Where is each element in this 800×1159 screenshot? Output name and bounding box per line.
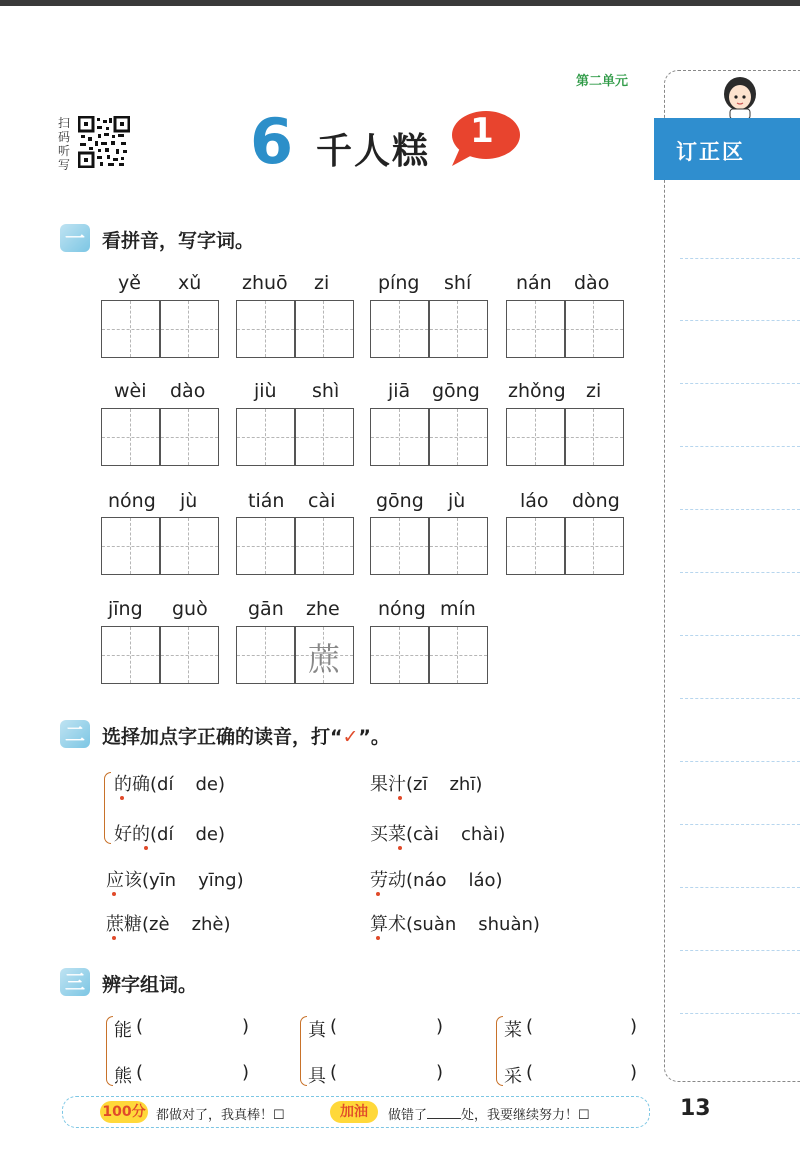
paren-open: ( xyxy=(330,1062,338,1083)
paren-close: ) xyxy=(242,1016,250,1037)
emphasis-dot xyxy=(112,892,116,896)
correction-line[interactable] xyxy=(680,383,800,384)
tianzi-grid[interactable] xyxy=(236,408,354,466)
emphasis-dot xyxy=(112,936,116,940)
section-3-badge: 三 xyxy=(60,968,90,996)
qr-code-icon[interactable] xyxy=(78,116,130,168)
paren-close: ) xyxy=(630,1062,638,1083)
tianzi-grid[interactable] xyxy=(101,626,219,684)
emphasis-dot xyxy=(376,892,380,896)
correction-line[interactable] xyxy=(680,446,800,447)
pinyin: cài xyxy=(308,490,336,512)
section-2-badge: 二 xyxy=(60,720,90,748)
pinyin: gān xyxy=(248,598,284,620)
emphasis-dot xyxy=(144,846,148,850)
mistake-count-blank[interactable] xyxy=(427,1118,461,1119)
student-mascot-icon xyxy=(716,72,764,120)
pinyin: gōng xyxy=(376,490,424,512)
pinyin: tián xyxy=(248,490,285,512)
option-a[interactable]: suàn xyxy=(413,914,457,935)
choice-item: 蔗糖(zè zhè) xyxy=(106,914,231,935)
tianzi-grid[interactable] xyxy=(506,517,624,575)
section-3-title: 辨字组词。 xyxy=(102,974,198,996)
pinyin: mín xyxy=(440,598,476,620)
tianzi-grid[interactable] xyxy=(370,626,488,684)
pinyin: jiù xyxy=(254,380,277,402)
option-a[interactable]: dí xyxy=(157,774,174,795)
pinyin: nán xyxy=(516,272,552,294)
correction-line[interactable] xyxy=(680,887,800,888)
option-a[interactable]: yīn xyxy=(149,870,177,891)
option-a[interactable]: dí xyxy=(157,824,174,845)
paren-open: ( xyxy=(330,1016,338,1037)
brace-bracket xyxy=(300,1016,307,1086)
brace-bracket xyxy=(106,1016,113,1086)
pinyin: dào xyxy=(574,272,610,294)
keep-going-badge: 加油 xyxy=(330,1101,378,1123)
paren-open: ( xyxy=(136,1062,144,1083)
paren-open: ( xyxy=(526,1016,534,1037)
pinyin: jù xyxy=(448,490,466,512)
tianzi-grid[interactable] xyxy=(370,300,488,358)
section-2-title: 选择加点字正确的读音，打“✓”。 xyxy=(102,726,390,748)
choice-item: 算术(suàn shuàn) xyxy=(370,914,540,935)
section-1-badge: 一 xyxy=(60,224,90,252)
correction-title: 订正区 xyxy=(676,140,745,164)
pinyin: píng xyxy=(378,272,420,294)
correction-line[interactable] xyxy=(680,572,800,573)
pinyin: jù xyxy=(180,490,198,512)
correction-line[interactable] xyxy=(680,698,800,699)
pinyin: jiā xyxy=(388,380,411,402)
brace-bracket xyxy=(104,772,111,844)
tianzi-grid[interactable] xyxy=(506,300,624,358)
tianzi-grid[interactable] xyxy=(506,408,624,466)
pinyin: zhǒng xyxy=(508,380,566,402)
lesson-title: 千人糕 xyxy=(316,131,431,172)
choice-item: 劳动(náo láo) xyxy=(370,870,503,891)
unit-label: 第二单元 xyxy=(576,74,629,89)
choice-item: 买菜(cài chài) xyxy=(370,824,506,845)
correction-line[interactable] xyxy=(680,761,800,762)
pinyin: wèi xyxy=(114,380,147,402)
option-b[interactable]: de xyxy=(195,824,218,845)
option-a[interactable]: zī xyxy=(413,774,428,795)
option-b[interactable]: láo xyxy=(468,870,496,891)
pinyin: yě xyxy=(118,272,141,294)
lesson-part-badge: 1 xyxy=(470,111,494,151)
pinyin: guò xyxy=(172,598,208,620)
section-1-title: 看拼音，写字词。 xyxy=(102,230,255,252)
tianzi-grid[interactable] xyxy=(370,517,488,575)
char-group-item: 熊 xyxy=(114,1066,132,1087)
char-group-item: 具 xyxy=(308,1066,326,1087)
pinyin: shí xyxy=(444,272,472,294)
tianzi-grid[interactable] xyxy=(236,517,354,575)
self-eval-mistakes[interactable]: 做错了 处，我要继续努力！☐ xyxy=(388,1108,590,1123)
tianzi-grid[interactable] xyxy=(101,517,219,575)
pinyin: nóng xyxy=(378,598,426,620)
correction-line[interactable] xyxy=(680,509,800,510)
tianzi-grid[interactable] xyxy=(101,408,219,466)
char-group-item: 采 xyxy=(504,1066,522,1087)
paren-open: ( xyxy=(526,1062,534,1083)
option-b[interactable]: chài xyxy=(460,824,499,845)
correction-line[interactable] xyxy=(680,320,800,321)
paren-open: ( xyxy=(136,1016,144,1037)
choice-item: 应该(yīn yīng) xyxy=(106,870,244,891)
emphasis-dot xyxy=(398,846,402,850)
pinyin: zi xyxy=(586,380,602,402)
pinyin: nóng xyxy=(108,490,156,512)
option-b[interactable]: shuàn xyxy=(478,914,533,935)
correction-line[interactable] xyxy=(680,824,800,825)
correction-line[interactable] xyxy=(680,635,800,636)
option-a[interactable]: cài xyxy=(413,824,439,845)
char-group-item: 能 xyxy=(114,1020,132,1041)
emphasis-dot xyxy=(120,796,124,800)
correction-line[interactable] xyxy=(680,950,800,951)
self-eval-perfect[interactable]: 都做对了，我真棒！☐ xyxy=(156,1108,285,1123)
correction-panel[interactable] xyxy=(664,70,800,1082)
paren-close: ) xyxy=(630,1016,638,1037)
choice-item: 的确(dí de) xyxy=(114,774,225,795)
paren-close: ) xyxy=(242,1062,250,1083)
page-top-edge xyxy=(0,0,800,6)
pinyin: láo xyxy=(520,490,549,512)
score-100-badge: 100分 xyxy=(100,1101,148,1123)
correction-line[interactable] xyxy=(680,258,800,259)
pinyin: zhe xyxy=(306,598,340,620)
tianzi-grid[interactable] xyxy=(101,300,219,358)
page-number: 13 xyxy=(680,1096,711,1121)
emphasis-dot xyxy=(398,796,402,800)
check-mark-icon: ✓ xyxy=(342,726,359,748)
pinyin: zhuō xyxy=(242,272,288,294)
option-b[interactable]: de xyxy=(195,774,218,795)
pinyin: shì xyxy=(312,380,340,402)
brace-bracket xyxy=(496,1016,503,1086)
tianzi-grid[interactable] xyxy=(370,408,488,466)
sample-character: 蔗 xyxy=(308,640,341,678)
qr-label: 扫码听写 xyxy=(58,116,71,172)
pinyin: jīng xyxy=(108,598,143,620)
tianzi-grid[interactable] xyxy=(236,300,354,358)
option-a[interactable]: zè xyxy=(149,914,170,935)
choice-item: 好的(dí de) xyxy=(114,824,225,845)
option-b[interactable]: zhī xyxy=(449,774,476,795)
char-group-item: 真 xyxy=(308,1020,326,1041)
pinyin: dòng xyxy=(572,490,620,512)
char-group-item: 菜 xyxy=(504,1020,522,1041)
emphasis-dot xyxy=(376,936,380,940)
choice-item: 果汁(zī zhī) xyxy=(370,774,483,795)
lesson-number: 6 xyxy=(250,105,294,178)
pinyin: gōng xyxy=(432,380,480,402)
option-b[interactable]: yīng xyxy=(198,870,237,891)
option-b[interactable]: zhè xyxy=(191,914,224,935)
pinyin: xǔ xyxy=(178,272,202,294)
option-a[interactable]: náo xyxy=(413,870,447,891)
paren-close: ) xyxy=(436,1016,444,1037)
pinyin: dào xyxy=(170,380,206,402)
paren-close: ) xyxy=(436,1062,444,1083)
correction-line[interactable] xyxy=(680,1013,800,1014)
pinyin: zi xyxy=(314,272,330,294)
